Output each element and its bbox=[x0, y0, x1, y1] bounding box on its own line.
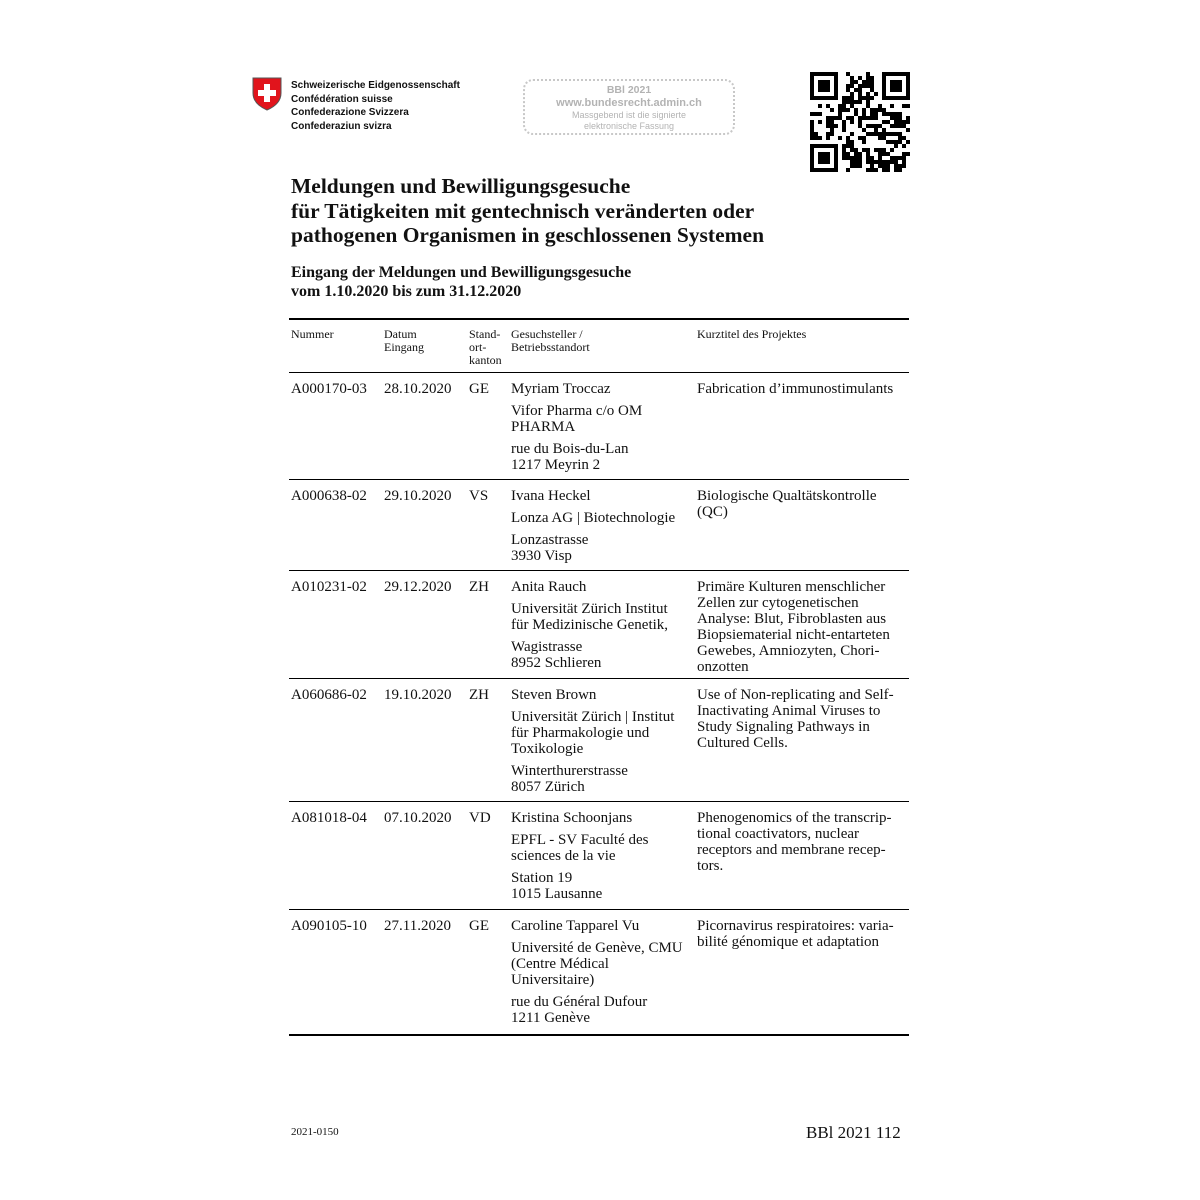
projekt-line: Cultured Cells. bbox=[697, 735, 788, 751]
institution-line: Universität Zürich Institut bbox=[511, 601, 668, 617]
projekt-line: Picornavirus respiratoires: varia- bbox=[697, 918, 894, 934]
institution-line: PHARMA bbox=[511, 419, 576, 435]
header-nummer: Nummer bbox=[291, 327, 334, 341]
swiss-coat-of-arms-icon bbox=[252, 77, 282, 111]
applicant-name: Anita Rauch bbox=[511, 579, 587, 595]
projekt-line: Inactivating Animal Viruses to bbox=[697, 703, 881, 719]
applicant-address bbox=[511, 639, 701, 671]
cell-nummer: A090105-10 bbox=[291, 918, 367, 934]
cell-projekt bbox=[697, 579, 911, 675]
header-datum-line2: Eingang bbox=[384, 340, 424, 354]
cell-gesuchsteller bbox=[511, 810, 701, 908]
cell-nummer: A010231-02 bbox=[291, 579, 367, 595]
table-row bbox=[289, 802, 909, 909]
header-kanton-line1: Stand- bbox=[469, 327, 501, 341]
institution-line: EPFL - SV Faculté des bbox=[511, 832, 649, 848]
cell-kanton: GE bbox=[469, 381, 489, 397]
header-projekt: Kurztitel des Projektes bbox=[697, 327, 807, 341]
stamp-line2: www.bundesrecht.admin.ch bbox=[556, 97, 702, 109]
applicant-name-block bbox=[511, 918, 701, 934]
confed-line-it: Confederazione Svizzera bbox=[291, 107, 409, 118]
cell-projekt bbox=[697, 810, 911, 874]
applicant-name: Steven Brown bbox=[511, 687, 597, 703]
applicant-name-block bbox=[511, 381, 701, 397]
table-header bbox=[289, 320, 909, 372]
confed-line-de: Schweizerische Eidgenossenschaft bbox=[291, 80, 460, 91]
institution-line: für Pharmakologie und bbox=[511, 725, 650, 741]
projekt-line: tional coactivators, nuclear bbox=[697, 826, 860, 842]
cell-kanton: VS bbox=[469, 488, 489, 504]
document-title bbox=[291, 174, 764, 248]
header-kanton-line3: kanton bbox=[469, 353, 502, 367]
applicant-institution bbox=[511, 601, 701, 633]
applicant-name: Myriam Troccaz bbox=[511, 381, 611, 397]
address-line: rue du Bois-du-Lan bbox=[511, 441, 629, 457]
projekt-line: Gewebes, Amniozyten, Chori- bbox=[697, 643, 880, 659]
applicant-name: Caroline Tapparel Vu bbox=[511, 918, 640, 934]
title-line-1: Meldungen und Bewilligungsgesuche bbox=[291, 174, 631, 198]
cell-gesuchsteller bbox=[511, 579, 701, 677]
header-kanton bbox=[469, 328, 502, 367]
projekt-line: Analyse: Blut, Fibroblasten aus bbox=[697, 611, 887, 627]
cell-nummer: A060686-02 bbox=[291, 687, 367, 703]
projekt-line: Biopsiematerial nicht-entarteten bbox=[697, 627, 890, 643]
cell-projekt bbox=[697, 687, 911, 751]
table-row bbox=[289, 679, 909, 801]
projekt-line: Phenogenomics of the transcrip- bbox=[697, 810, 892, 826]
applicant-institution bbox=[511, 510, 701, 526]
projekt-line: (QC) bbox=[697, 504, 728, 520]
applicant-name-block bbox=[511, 810, 701, 826]
header-kanton-line2: ort- bbox=[469, 340, 487, 354]
cell-nummer: A081018-04 bbox=[291, 810, 367, 826]
address-line: 1217 Meyrin 2 bbox=[511, 457, 601, 473]
cell-gesuchsteller bbox=[511, 488, 701, 570]
cell-projekt bbox=[697, 918, 911, 950]
cell-nummer: A000170-03 bbox=[291, 381, 367, 397]
cell-gesuchsteller bbox=[511, 687, 701, 801]
applicant-address bbox=[511, 441, 701, 473]
projekt-line: Study Signaling Pathways in bbox=[697, 719, 870, 735]
bbl-stamp bbox=[523, 79, 735, 135]
qr-code-icon bbox=[810, 72, 910, 172]
institution-line: für Medizinische Genetik, bbox=[511, 617, 669, 633]
projekt-line: Use of Non-replicating and Self- bbox=[697, 687, 894, 703]
institution-line: Lonza AG | Biotechnologie bbox=[511, 510, 676, 526]
address-line: 1211 Genève bbox=[511, 1010, 590, 1026]
applicant-institution bbox=[511, 403, 701, 435]
institution-line: sciences de la vie bbox=[511, 848, 616, 864]
projekt-line: tors. bbox=[697, 858, 724, 874]
applicant-address bbox=[511, 870, 701, 902]
table-row bbox=[289, 571, 909, 678]
cell-datum: 07.10.2020 bbox=[384, 810, 452, 826]
projekt-line: Biologische Qualtätskontrolle bbox=[697, 488, 877, 504]
projekt-line: bilité génomique et adaptation bbox=[697, 934, 880, 950]
table-row bbox=[289, 910, 909, 1034]
address-line: 8952 Schlieren bbox=[511, 655, 602, 671]
applicant-address bbox=[511, 763, 701, 795]
stamp-line4: elektronische Fassung bbox=[583, 121, 675, 131]
confed-line-fr: Confédération suisse bbox=[291, 93, 393, 105]
stamp-line1: BBl 2021 bbox=[606, 84, 652, 96]
subtitle-line-2: vom 1.10.2020 bis zum 31.12.2020 bbox=[291, 283, 522, 300]
confederation-name bbox=[291, 79, 460, 133]
address-line: 8057 Zürich bbox=[511, 779, 585, 795]
projekt-line: receptors and membrane recep- bbox=[697, 842, 886, 858]
header-gesuchsteller-line1: Gesuchsteller / bbox=[511, 327, 583, 341]
applicant-institution bbox=[511, 709, 701, 757]
cell-kanton: ZH bbox=[469, 687, 489, 703]
cell-kanton: GE bbox=[469, 918, 489, 934]
applicant-name: Ivana Heckel bbox=[511, 488, 591, 504]
institution-line: Universitaire) bbox=[511, 972, 595, 988]
table-row bbox=[289, 373, 909, 479]
cell-projekt bbox=[697, 381, 911, 397]
title-line-2: für Tätigkeiten mit gentechnisch veränderten oder bbox=[291, 198, 755, 223]
cell-datum: 27.11.2020 bbox=[384, 918, 451, 934]
projekt-line: Fabrication d’immunostimulants bbox=[697, 381, 894, 397]
cell-datum: 19.10.2020 bbox=[384, 687, 452, 703]
stamp-line3: Massgebend ist die signierte bbox=[571, 110, 687, 120]
applicant-name-block bbox=[511, 687, 701, 703]
footer-document-number: 2021-0150 bbox=[291, 1126, 339, 1138]
applicant-name-block bbox=[511, 488, 701, 504]
applicant-address bbox=[511, 532, 701, 564]
row-rule bbox=[289, 1034, 909, 1036]
applicant-address bbox=[511, 994, 701, 1026]
address-line: 1015 Lausanne bbox=[511, 886, 603, 902]
subtitle-line-1: Eingang der Meldungen und Bewilligungsgesuche bbox=[291, 264, 632, 281]
applicant-institution bbox=[511, 940, 701, 988]
document-subtitle bbox=[291, 263, 631, 301]
applicant-name: Kristina Schoonjans bbox=[511, 810, 633, 826]
institution-line: Universität Zürich | Institut bbox=[511, 709, 675, 725]
submissions-table bbox=[289, 318, 909, 1036]
address-line: Winterthurerstrasse bbox=[511, 763, 628, 779]
cell-kanton: ZH bbox=[469, 579, 489, 595]
title-line-3: pathogenen Organismen in geschlossenen Systemen bbox=[291, 223, 765, 247]
cell-gesuchsteller bbox=[511, 918, 701, 1032]
cell-datum: 29.12.2020 bbox=[384, 579, 452, 595]
institution-line: Vifor Pharma c/o OM bbox=[511, 403, 643, 419]
projekt-line: Zellen zur cytogenetischen bbox=[697, 595, 859, 611]
institution-line: Université de Genève, CMU bbox=[511, 940, 683, 956]
projekt-line: Primäre Kulturen menschlicher bbox=[697, 579, 886, 595]
address-line: rue du Général Dufour bbox=[511, 994, 648, 1010]
address-line: Lonzastrasse bbox=[511, 532, 589, 548]
applicant-name-block bbox=[511, 579, 701, 595]
header-gesuchsteller bbox=[511, 328, 701, 354]
footer-reference: BBl 2021 112 bbox=[806, 1123, 901, 1142]
address-line: Station 19 bbox=[511, 870, 573, 886]
cell-kanton: VD bbox=[469, 810, 491, 826]
address-line: 3930 Visp bbox=[511, 548, 572, 564]
institution-line: (Centre Médical bbox=[511, 956, 609, 972]
header-gesuchsteller-line2: Betriebsstandort bbox=[511, 340, 590, 354]
cell-datum: 29.10.2020 bbox=[384, 488, 452, 504]
header-datum bbox=[384, 328, 424, 354]
address-line: Wagistrasse bbox=[511, 639, 583, 655]
table-row bbox=[289, 480, 909, 570]
confed-line-rm: Confederaziun svizra bbox=[291, 120, 392, 132]
cell-datum: 28.10.2020 bbox=[384, 381, 452, 397]
cell-gesuchsteller bbox=[511, 381, 701, 479]
cell-nummer: A000638-02 bbox=[291, 488, 367, 504]
table-body bbox=[289, 373, 909, 1036]
header-datum-line1: Datum bbox=[384, 327, 417, 341]
cell-projekt bbox=[697, 488, 911, 520]
applicant-institution bbox=[511, 832, 701, 864]
projekt-line: onzotten bbox=[697, 659, 749, 675]
institution-line: Toxikologie bbox=[511, 741, 584, 757]
